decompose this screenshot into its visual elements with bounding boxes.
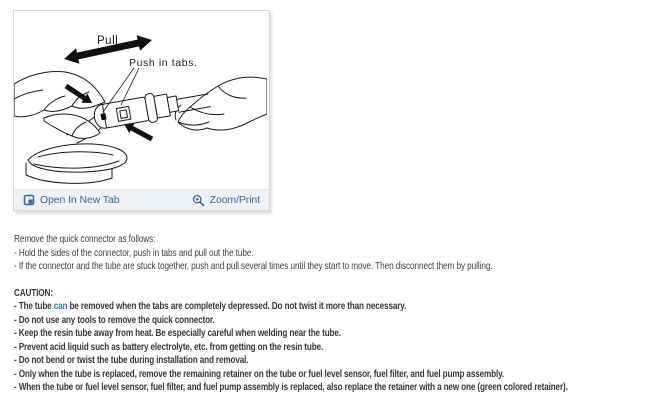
pull-label: Pull — [97, 35, 119, 47]
caution-line-1-prefix: - The tube — [14, 300, 54, 312]
figure-panel — [13, 10, 270, 211]
figure-toolbar — [14, 189, 269, 210]
caution-line-3: - Keep the resin tube away from heat. Be especially careful when welding near the tube. — [14, 327, 341, 339]
caution-line-7: - When the tube or fuel level sensor, fuel filter, and fuel pump assembly is replaced, also replace the retainer with a new one (green colored retainer). — [14, 381, 568, 393]
push-arrow-right-icon — [124, 123, 153, 141]
caution-line-1 — [14, 300, 650, 314]
zoom-print-label: Zoom/Print — [209, 194, 260, 206]
step-line-1: - Hold the sides of the connector, push in tabs and pull out the tube. — [14, 246, 254, 259]
caution-line-6: - Only when the tube is replaced, remove the remaining retainer on the tube or fuel level sensor, fuel filter, and fuel pump assembly. — [14, 367, 505, 380]
can-link[interactable]: can — [53, 300, 68, 312]
tab-inner — [120, 110, 128, 119]
magnifier-icon — [192, 194, 205, 207]
caution-line-4: - Prevent acid liquid such as battery electrolyte, etc. from getting on the resin tube. — [14, 340, 324, 353]
pipe-end — [167, 96, 178, 112]
right-hand — [178, 77, 267, 130]
left-hand — [14, 72, 105, 117]
intro-line: Remove the quick connector as follows: — [14, 233, 156, 245]
caution-line-5: - Do not bend or twist the tube during installation and removal. — [14, 354, 249, 366]
caution-line-1-suffix: be removed when the tabs are completely depressed. Do not twist it more than necessary. — [67, 300, 407, 312]
push-in-tabs-label: Push in tabs. — [129, 57, 198, 69]
caution-line-2: - Do not use any tools to remove the quick connector. — [14, 313, 215, 326]
instructions-text — [14, 233, 650, 395]
quick-connector-line-art — [14, 11, 267, 189]
caution-heading: CAUTION: — [14, 286, 53, 299]
zoom-print-link[interactable] — [192, 194, 260, 207]
open-in-new-tab-icon — [23, 194, 35, 206]
step-line-2: - If the connector and the tube are stuck together, push and pull several times until they start to move. Then disconnect them by pulling. — [14, 260, 493, 272]
connector-illustration — [14, 11, 267, 189]
open-in-new-tab-label: Open In New Tab — [40, 194, 120, 206]
open-in-new-tab-link[interactable] — [23, 194, 119, 206]
